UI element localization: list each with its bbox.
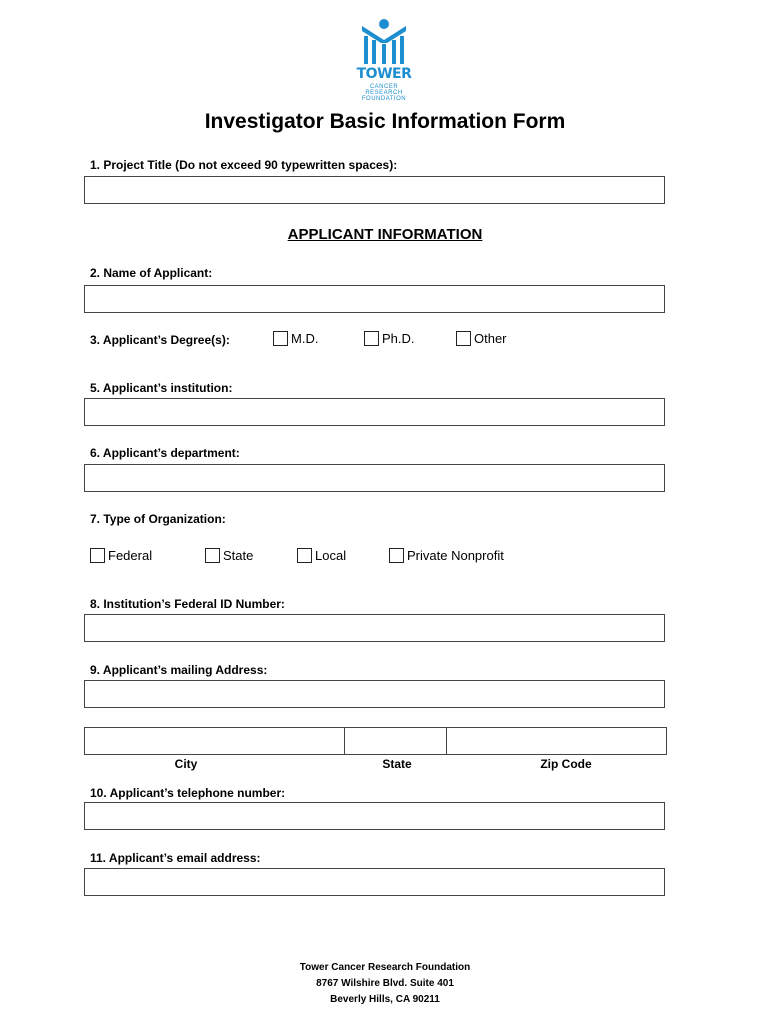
organization-type-options	[0, 548, 770, 568]
email-label: 11. Applicant’s email address:	[90, 851, 261, 865]
section-heading	[0, 226, 770, 243]
institution-label: 5. Applicant’s institution:	[90, 381, 233, 395]
tower-figure-icon	[356, 18, 412, 68]
organization-type-label: 7. Type of Organization:	[90, 512, 226, 526]
applicant-name-label: 2. Name of Applicant:	[90, 266, 213, 280]
footer-address	[0, 960, 770, 1008]
state-address-label: State	[382, 757, 412, 771]
project-title-field[interactable]	[84, 176, 665, 204]
email-field[interactable]	[84, 868, 665, 896]
degree-options	[0, 331, 770, 351]
address-detail-row	[84, 727, 667, 755]
institution-field[interactable]	[84, 398, 665, 426]
logo-name: TOWER	[356, 66, 412, 82]
footer-street: 8767 Wilshire Blvd. Suite 401	[316, 978, 454, 989]
md-label: M.D.	[291, 331, 319, 346]
logo-subtitle-line-2: FOUNDATION	[361, 96, 407, 102]
md-checkbox[interactable]	[273, 331, 288, 346]
page-title: Investigator Basic Information Form	[204, 110, 566, 133]
state-label: State	[223, 548, 254, 563]
other-label: Other	[474, 331, 507, 346]
applicant-name-field[interactable]	[84, 285, 665, 313]
org-option-local[interactable]	[297, 548, 346, 563]
phd-label: Ph.D.	[382, 331, 415, 346]
private-nonprofit-checkbox[interactable]	[389, 548, 404, 563]
mailing-address-label: 9. Applicant’s mailing Address:	[90, 663, 268, 677]
department-label: 6. Applicant’s department:	[90, 446, 240, 460]
mailing-address-field[interactable]	[84, 680, 665, 708]
telephone-field[interactable]	[84, 802, 665, 830]
city-label: City	[174, 757, 198, 771]
private-nonprofit-label: Private Nonprofit	[407, 548, 504, 563]
state-checkbox[interactable]	[205, 548, 220, 563]
degree-option-md[interactable]	[273, 331, 318, 346]
zip-code-label: Zip Code	[540, 757, 592, 771]
federal-label: Federal	[108, 548, 153, 563]
state-field[interactable]	[345, 727, 447, 755]
degree-option-phd[interactable]	[364, 331, 415, 346]
federal-id-label: 8. Institution’s Federal ID Number:	[90, 597, 285, 611]
federal-checkbox[interactable]	[90, 548, 105, 563]
city-field[interactable]	[84, 727, 345, 755]
local-checkbox[interactable]	[297, 548, 312, 563]
federal-id-field[interactable]	[84, 614, 665, 642]
foundation-logo	[356, 18, 412, 102]
project-title-label: 1. Project Title (Do not exceed 90 typewritten spaces):	[90, 158, 398, 172]
degree-option-other[interactable]	[456, 331, 507, 346]
phd-checkbox[interactable]	[364, 331, 379, 346]
org-option-state[interactable]	[205, 548, 253, 563]
footer-org-name: Tower Cancer Research Foundation	[299, 962, 471, 973]
section-heading-text: APPLICANT INFORMATION	[287, 226, 483, 243]
logo-subtitle-line-1: CANCER RESEARCH	[365, 84, 403, 96]
other-checkbox[interactable]	[456, 331, 471, 346]
telephone-label: 10. Applicant’s telephone number:	[90, 786, 286, 800]
zip-code-field[interactable]	[447, 727, 667, 755]
footer-city: Beverly Hills, CA 90211	[330, 994, 440, 1005]
degree-label: 3. Applicant’s Degree(s):	[90, 333, 230, 347]
org-option-private-nonprofit[interactable]	[389, 548, 504, 563]
local-label: Local	[315, 548, 347, 563]
logo-subtitle	[356, 84, 412, 102]
department-field[interactable]	[84, 464, 665, 492]
org-option-federal[interactable]	[90, 548, 152, 563]
